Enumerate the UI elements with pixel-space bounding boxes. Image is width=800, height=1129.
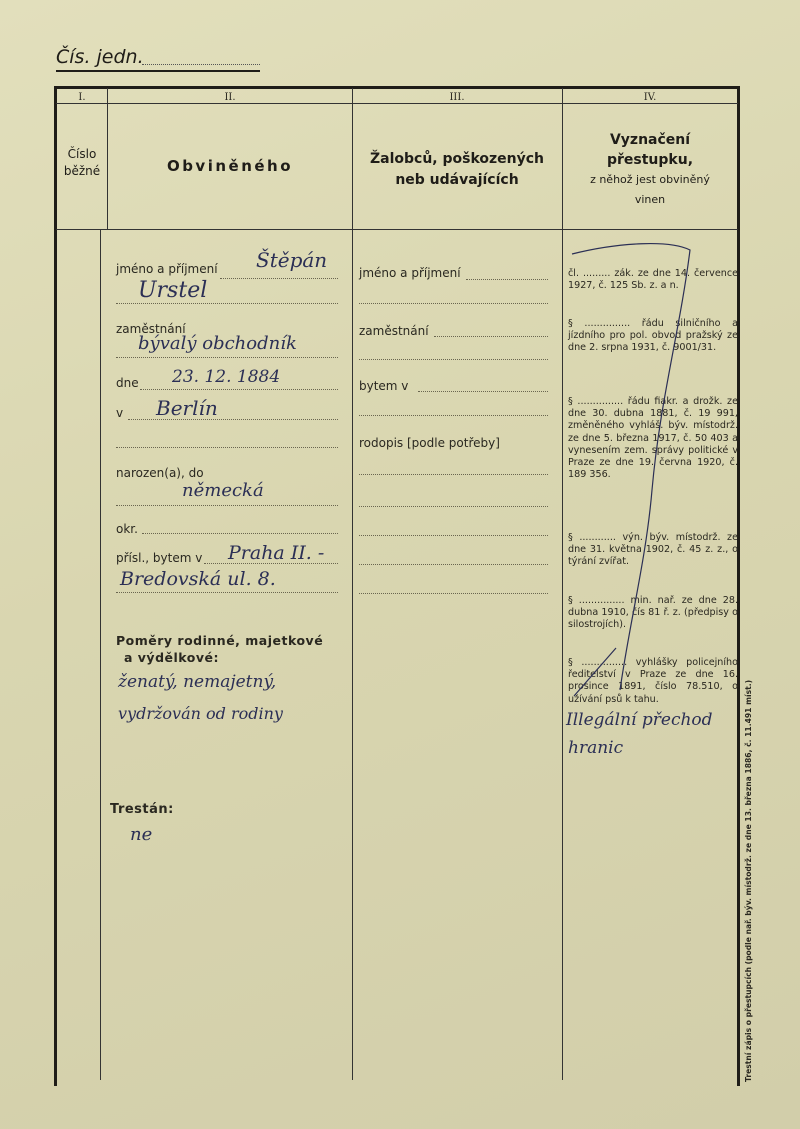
accused-place-label: v bbox=[116, 406, 124, 420]
offence-handwritten-1: Illegální přechod bbox=[566, 710, 713, 730]
accused-first-name: Štěpán bbox=[256, 248, 328, 272]
dotline bbox=[359, 593, 548, 594]
col2-header: Obviněného bbox=[166, 157, 294, 175]
table-left-border bbox=[54, 86, 57, 1086]
family-label-line1: Poměry rodinné, majetkové bbox=[116, 633, 324, 648]
offence-clause-2: § ............... řádu silničního a jízdního pro pol. obvod pražský ze dne 2. srpna 1931, č. 9001/31. bbox=[568, 318, 738, 354]
dotline bbox=[434, 336, 548, 337]
dotline bbox=[359, 359, 548, 360]
convicted-value: ne bbox=[130, 824, 153, 845]
dotline bbox=[359, 415, 548, 416]
accused-born-label: narozen(a), do bbox=[116, 466, 204, 480]
accused-surname: Urstel bbox=[138, 278, 208, 303]
dotline bbox=[359, 535, 548, 536]
roman-row-divider bbox=[56, 103, 738, 104]
roman-col4: IV. bbox=[643, 92, 657, 103]
accused-occupation-label: zaměstnání bbox=[116, 322, 186, 336]
roman-col3: III. bbox=[449, 92, 465, 103]
dotline bbox=[116, 505, 338, 506]
dotline bbox=[418, 391, 548, 392]
dotline bbox=[359, 474, 548, 475]
file-number-line bbox=[142, 64, 260, 65]
dotline bbox=[128, 419, 338, 420]
col3-header: Žalobců, poškozených neb udávajících bbox=[369, 151, 545, 188]
roman-col1: I. bbox=[78, 92, 86, 103]
accused-birth-place: Berlín bbox=[156, 396, 218, 420]
dotline bbox=[359, 564, 548, 565]
convicted-label: Trestán: bbox=[110, 802, 174, 817]
col4-header: Vyznačení přestupku, z něhož jest obviněný vinen bbox=[590, 132, 710, 206]
file-number-label: Čís. jedn. bbox=[56, 46, 144, 68]
dotline bbox=[142, 533, 338, 534]
dotline bbox=[359, 303, 548, 304]
accused-domicile-label: přísl., bytem v bbox=[116, 551, 203, 565]
file-number-underline bbox=[56, 70, 260, 72]
offence-clause-4: § ............ výn. býv. místodrž. ze dne 31. května 1902, č. 45 z. z., o týrání zvířat. bbox=[568, 532, 738, 568]
col2-divider bbox=[352, 88, 353, 1080]
accused-nationality: německá bbox=[182, 480, 264, 501]
accused-name-label: jméno a příjmení bbox=[116, 262, 218, 276]
plaintiff-bio-label: rodopis [podle potřeby] bbox=[359, 436, 500, 450]
dotline bbox=[140, 389, 338, 390]
plaintiff-name-label: jméno a příjmení bbox=[359, 266, 461, 280]
offence-handwritten-2: hranic bbox=[568, 738, 624, 758]
accused-domicile-city: Praha II. - bbox=[228, 542, 325, 564]
accused-occupation: bývalý obchodník bbox=[138, 333, 297, 354]
accused-domicile-street: Bredovská ul. 8. bbox=[120, 568, 276, 590]
family-label-line2: a výdělkové: bbox=[124, 650, 219, 665]
dotline bbox=[220, 278, 338, 279]
roman-col2: II. bbox=[224, 92, 236, 103]
dotline bbox=[116, 447, 338, 448]
dotline bbox=[116, 592, 338, 593]
col1-body-divider bbox=[100, 230, 101, 1080]
offence-clause-1: čl. ......... zák. ze dne 14. července 1927, č. 125 Sb. z. a n. bbox=[568, 268, 738, 292]
family-status-line2: vydržován od rodiny bbox=[118, 704, 283, 723]
pen-strokes bbox=[560, 240, 740, 760]
header-row-divider bbox=[56, 229, 738, 230]
col1-header: Číslo běžné bbox=[63, 147, 101, 178]
dotline bbox=[466, 279, 548, 280]
dotline bbox=[116, 303, 338, 304]
side-note: Trestní zápis o přestupcích (podle nař. býv. místodrž. ze dne 13. března 1886, č. 11.491 míst.) bbox=[744, 679, 753, 1082]
table-top-border bbox=[54, 86, 740, 89]
accused-date-label: dne bbox=[116, 376, 139, 390]
dotline bbox=[204, 563, 338, 564]
dotline bbox=[116, 357, 338, 358]
family-status-line1: ženatý, nemajetný, bbox=[118, 672, 277, 692]
offence-clause-6: § ............... vyhlášky policejního ředitelství v Praze ze dne 16. prosince 1891, číslo 78.510, o užívání psů k tahu. bbox=[568, 657, 738, 705]
plaintiff-residence-label: bytem v bbox=[359, 379, 409, 393]
accused-birth-date: 23. 12. 1884 bbox=[172, 367, 281, 387]
dotline bbox=[359, 506, 548, 507]
accused-district-label: okr. bbox=[116, 522, 138, 536]
offence-clause-3: § ............... řádu fiakr. a drožk. ze dne 30. dubna 1881, č. 19 991, změněného vyhláš. býv. místodrž. ze dne 5. března 1917, č. 50 403 a vynesením zem. správy politické v Praze ze dne 19. června 1920, č. 189 356. bbox=[568, 396, 738, 481]
plaintiff-occupation-label: zaměstnání bbox=[359, 324, 429, 338]
offence-clause-5: § ............... min. nař. ze dne 28. dubna 1910, čís 81 ř. z. (předpisy o silostrojích). bbox=[568, 595, 738, 631]
